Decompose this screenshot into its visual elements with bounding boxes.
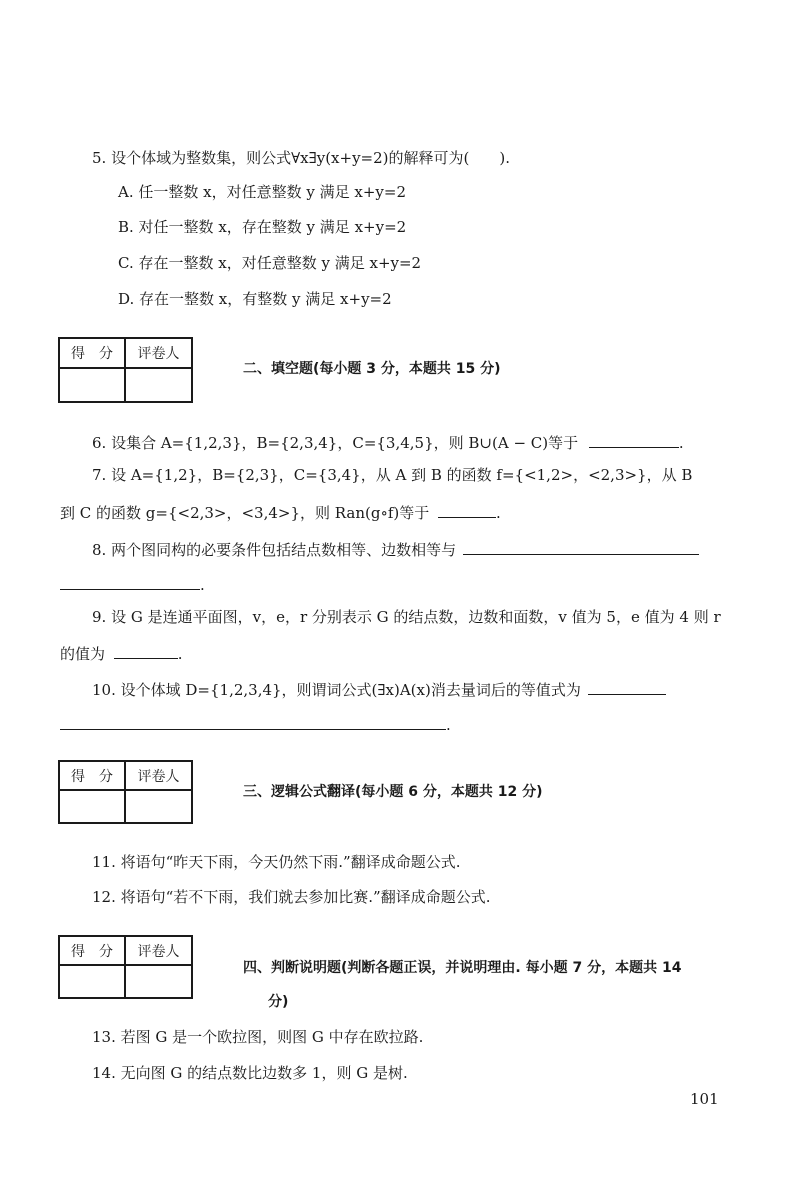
grader-label: 评卷人 (125, 936, 192, 965)
question-5-option-a: A. 任一整数 x，对任意整数 y 满足 x+y=2 (118, 183, 406, 201)
question-7-line-1: 7. 设 A={1,2}，B={2,3}，C={3,4}，从 A 到 B 的函数 f={<1,2>，<2,3>}，从 B (92, 466, 693, 484)
answer-blank-8b (60, 573, 200, 590)
section-4-heading-line-2: 分) (268, 994, 289, 1010)
section-3-heading: 三、逻辑公式翻译(每小题 6 分，本题共 12 分) (243, 784, 543, 800)
question-12: 12. 将语句“若不下雨，我们就去参加比赛.”翻译成命题公式. (92, 888, 491, 906)
answer-blank-6 (589, 431, 679, 448)
score-box-section-2 (58, 337, 193, 403)
grader-label: 评卷人 (125, 761, 192, 790)
question-8 (92, 538, 699, 560)
answer-blank-9 (114, 642, 178, 659)
grader-label: 评卷人 (125, 338, 192, 368)
question-9-line-1: 9. 设 G 是连通平面图，v，e，r 分别表示 G 的结点数，边数和面数，v 值为 5，e 值为 4 则 r (92, 608, 721, 626)
question-10-continued (60, 713, 451, 735)
question-13: 13. 若图 G 是一个欧拉图，则图 G 中存在欧拉路. (92, 1028, 424, 1046)
question-7-line-2 (60, 501, 501, 523)
answer-blank-8a (463, 538, 699, 555)
grader-cell (125, 368, 192, 402)
score-label: 得 分 (59, 761, 125, 790)
question-5-option-c: C. 存在一整数 x，对任意整数 y 满足 x+y=2 (118, 254, 422, 272)
score-label: 得 分 (59, 936, 125, 965)
page-number: 101 (690, 1090, 719, 1108)
question-14: 14. 无向图 G 的结点数比边数多 1，则 G 是树. (92, 1064, 408, 1082)
answer-blank-7 (438, 501, 496, 518)
score-box-section-4 (58, 935, 193, 999)
question-8-text: 8. 两个图同构的必要条件包括结点数相等、边数相等与 (92, 541, 457, 559)
period: . (678, 434, 684, 452)
score-cell (59, 368, 125, 402)
section-2-heading: 二、填空题(每小题 3 分，本题共 15 分) (243, 361, 501, 377)
score-box-section-3 (58, 760, 193, 824)
question-10 (92, 678, 666, 700)
period: . (446, 716, 451, 734)
grader-cell (125, 965, 192, 998)
question-7-text: 到 C 的函数 g={<2,3>，<3,4>}，则 Ran(g∘f)等于 (60, 504, 430, 522)
section-4-heading-line-1: 四、判断说明题(判断各题正误，并说明理由. 每小题 7 分，本题共 14 (243, 960, 682, 976)
score-label: 得 分 (59, 338, 125, 368)
question-8-continued (60, 573, 205, 595)
question-5-option-d: D. 存在一整数 x，有整数 y 满足 x+y=2 (118, 290, 392, 308)
question-5-stem: 5. 设个体域为整数集，则公式∀x∃y(x+y=2)的解释可为( ). (92, 149, 510, 167)
period: . (177, 645, 183, 663)
score-cell (59, 965, 125, 998)
grader-cell (125, 790, 192, 823)
question-10-text: 10. 设个体域 D={1,2,3,4}，则谓词公式(∃x)A(x)消去量词后的等值式为 (92, 681, 581, 699)
answer-blank-10a (588, 678, 666, 695)
period: . (200, 576, 205, 594)
period: . (496, 504, 501, 522)
question-6 (92, 431, 684, 453)
score-cell (59, 790, 125, 823)
question-6-text: 6. 设集合 A={1,2,3}，B={2,3,4}，C={3,4,5}，则 B∪(A − C)等于 (92, 434, 579, 452)
answer-blank-10b (60, 713, 446, 730)
question-11: 11. 将语句“昨天下雨，今天仍然下雨.”翻译成命题公式. (92, 853, 461, 871)
question-5-option-b: B. 对任一整数 x，存在整数 y 满足 x+y=2 (118, 218, 407, 236)
question-9-text: 的值为 (60, 645, 106, 663)
question-9-line-2 (60, 642, 183, 664)
